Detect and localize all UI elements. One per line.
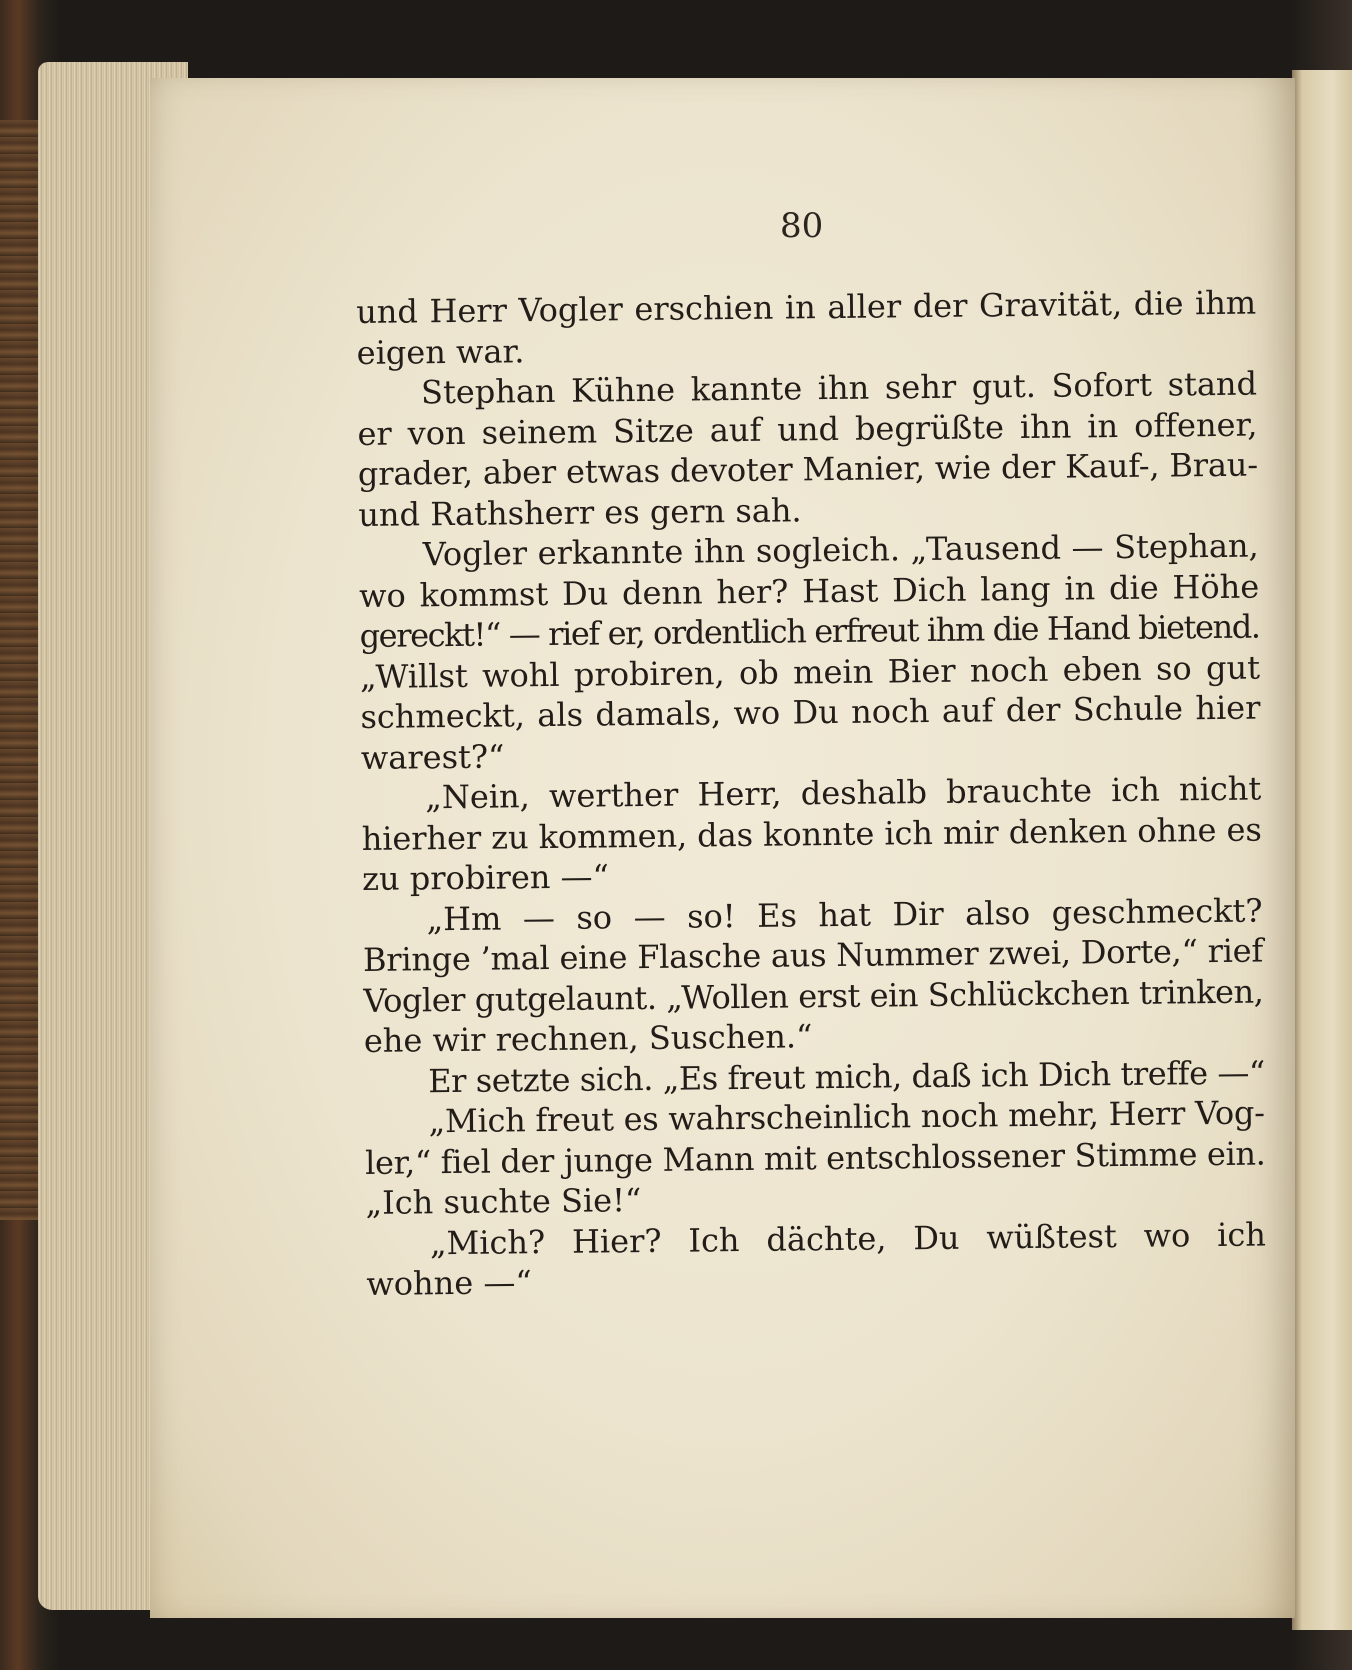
text-line: „Nein, werther Herr, deshalb brauchte ich nicht — [425, 769, 1262, 817]
text-line: „Mich? Hier? Ich dächte, Du wüßtest wo ich — [429, 1215, 1267, 1262]
text-line: er von seinem Sitze auf und begrüßte ihn in offener, — [357, 405, 1258, 453]
text-line: wohne —“ — [366, 1263, 532, 1303]
text-line: „Willst wohl probiren, ob mein Bier noch eben so gut — [359, 648, 1261, 696]
page-text — [356, 283, 1267, 1305]
text-line: gereckt!“ — rief er, ordentlich erfreut ihm die Hand bietend. — [359, 607, 1260, 655]
text-line: eigen war. — [356, 331, 525, 372]
text-line: Vogler gutgelaunt. „Wollen erst ein Schlückchen trinken, — [363, 972, 1264, 1020]
text-line: grader, aber etwas devoter Manier, wie der Kauf-, Brau- — [357, 445, 1259, 493]
text-line: „Hm — so — so! Es hat Dir also geschmeckt? — [426, 891, 1263, 938]
text-line: und Herr Vogler erschien in aller der Gravität, die ihm — [356, 283, 1257, 331]
text-line: Bringe ’mal eine Flasche aus Nummer zwei, Dorte,“ rief — [362, 931, 1264, 979]
text-line: warest?“ — [360, 736, 505, 777]
text-line: und Rathsherr es gern sah. — [358, 490, 802, 534]
text-line: ehe wir rechnen, Suschen.“ — [363, 1017, 813, 1060]
text-line: Vogler erkannte ihn sogleich. „Tausend — Stephan, — [422, 526, 1259, 574]
text-line: „Mich freut es wahrscheinlich noch mehr, Herr Vog- — [428, 1093, 1265, 1141]
text-line: „Ich suchte Sie!“ — [365, 1181, 642, 1222]
text-line: zu probiren —“ — [361, 857, 610, 898]
text-line: schmeckt, als damals, wo Du noch auf der Schule hier — [360, 688, 1261, 736]
text-line: hierher zu kommen, das konnte ich mir denken ohne es — [361, 810, 1262, 858]
page-number: 80 — [780, 206, 824, 246]
text-line: Er setzte sich. „Es freut mich, daß ich Dich treffe —“ — [428, 1053, 1266, 1100]
text-line: Stephan Kühne kannte ihn sehr gut. Sofort stand — [420, 364, 1258, 412]
facing-page-edge — [1292, 70, 1352, 1630]
text-line: ler,“ fiel der junge Mann mit entschlossener Stimme ein. — [364, 1134, 1266, 1182]
text-line: wo kommst Du denn her? Hast Dich lang in die Höhe — [358, 567, 1260, 615]
